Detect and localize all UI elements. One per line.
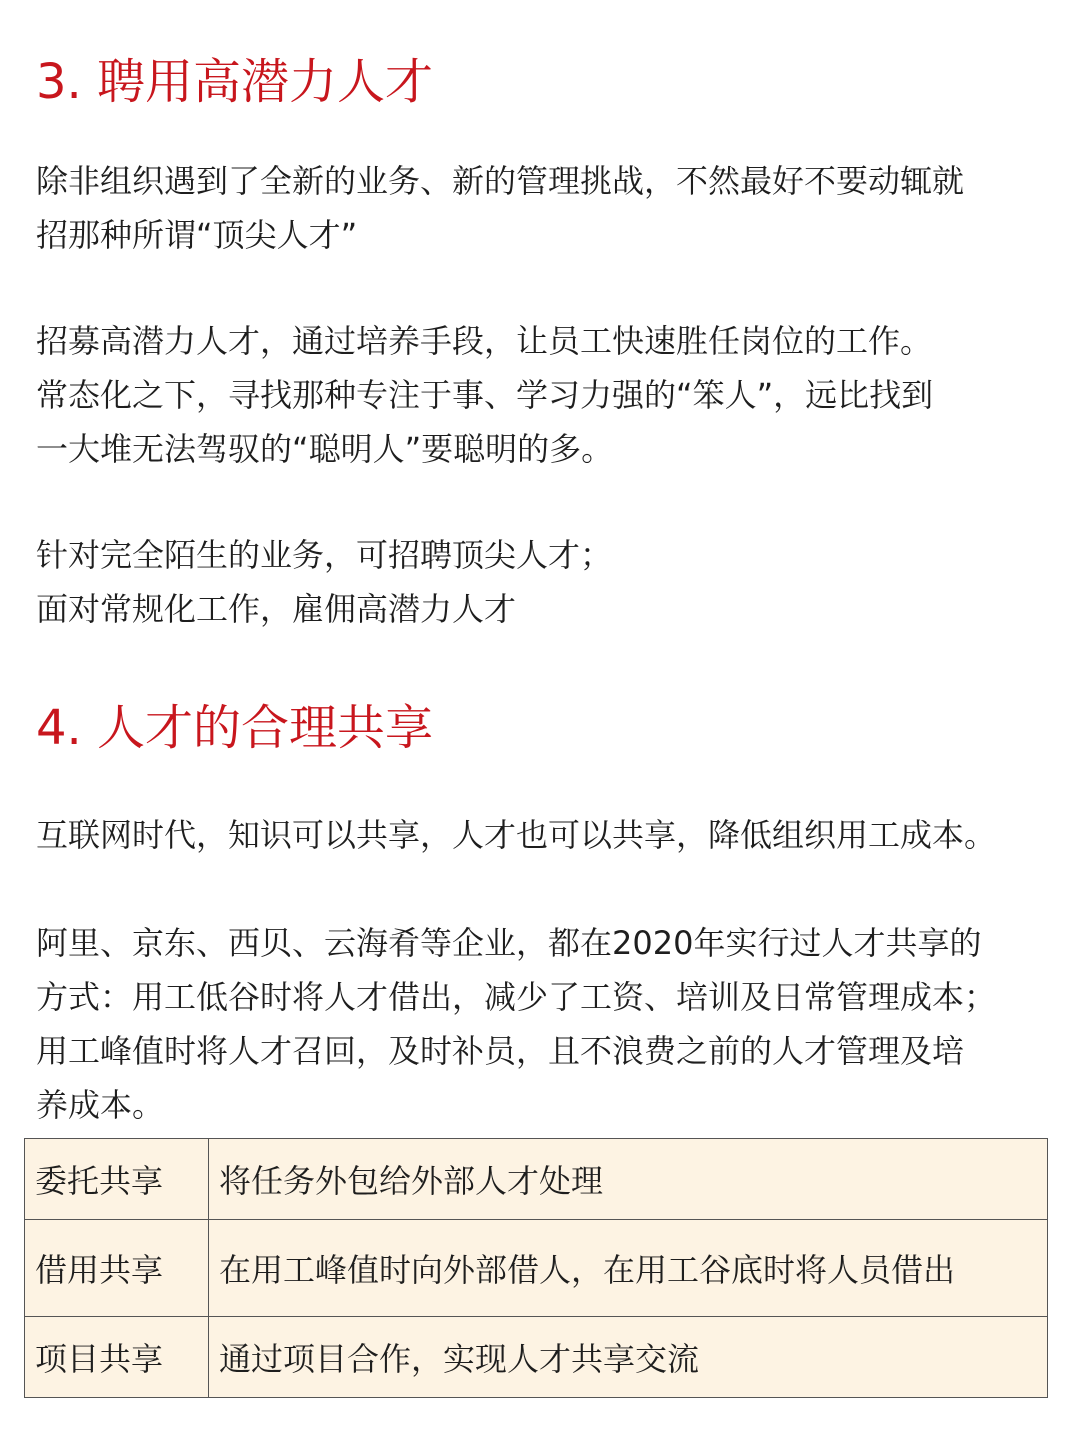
table-row [25, 1139, 1048, 1220]
text-line: 针对完全陌生的业务，可招聘顶尖人才； [36, 536, 613, 574]
section-3-paragraph-1 [36, 154, 1066, 262]
text-line: 阿里、京东、西贝、云海肴等企业，都在2020年实行过人才共享的 [36, 924, 982, 962]
text-line: 互联网时代，知识可以共享，人才也可以共享，降低组织用工成本。 [36, 816, 997, 854]
table-row [25, 1220, 1048, 1317]
text-line: 养成本。 [36, 1086, 165, 1124]
share-description-cell: 在用工峰值时向外部借人，在用工谷底时将人员借出 [209, 1220, 1048, 1317]
section-4-paragraph-1 [36, 808, 1066, 862]
talent-sharing-table [24, 1138, 1048, 1398]
text-line: 一大堆无法驾驭的“聪明人”要聪明的多。 [36, 430, 614, 468]
text-line: 招那种所谓“顶尖人才” [36, 216, 358, 254]
table-row [25, 1317, 1048, 1398]
section-3-heading: 3. 聘用高潜力人才 [36, 54, 434, 110]
share-type-cell: 项目共享 [25, 1317, 209, 1398]
section-3-paragraph-3 [36, 528, 1066, 636]
share-description-cell: 将任务外包给外部人才处理 [209, 1139, 1048, 1220]
section-4-heading: 4. 人才的合理共享 [36, 700, 434, 756]
text-line: 常态化之下，寻找那种专注于事、学习力强的“笨人”，远比找到 [36, 376, 934, 414]
text-line: 除非组织遇到了全新的业务、新的管理挑战，不然最好不要动辄就 [36, 162, 965, 200]
section-3-paragraph-2 [36, 314, 1066, 476]
section-4-paragraph-2 [36, 916, 1066, 1132]
share-type-cell: 借用共享 [25, 1220, 209, 1317]
text-line: 面对常规化工作，雇佣高潜力人才 [36, 590, 517, 628]
text-line: 方式：用工低谷时将人才借出，减少了工资、培训及日常管理成本； [36, 978, 997, 1016]
text-line: 招募高潜力人才，通过培养手段，让员工快速胜任岗位的工作。 [36, 322, 933, 360]
text-line: 用工峰值时将人才召回，及时补员，且不浪费之前的人才管理及培 [36, 1032, 965, 1070]
share-description-cell: 通过项目合作，实现人才共享交流 [209, 1317, 1048, 1398]
share-type-cell: 委托共享 [25, 1139, 209, 1220]
